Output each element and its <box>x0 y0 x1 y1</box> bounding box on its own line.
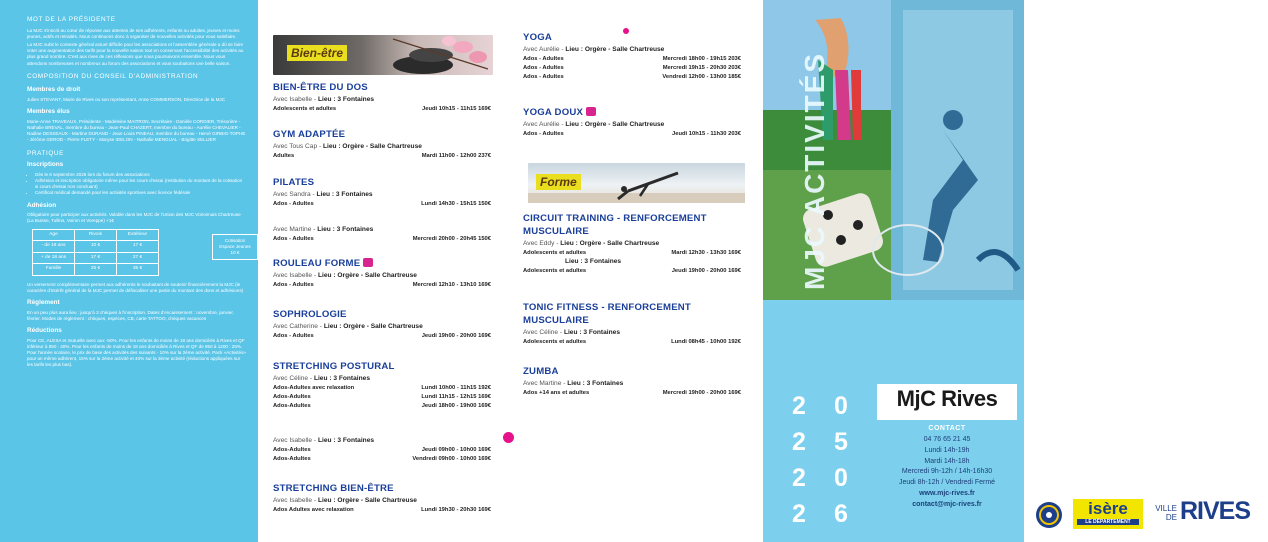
tarif-table <box>32 229 159 276</box>
schedule-row: Adolescents et adultes Jeudi 19h00 - 20h00 169€ <box>523 267 741 274</box>
inscriptions-list <box>27 172 246 197</box>
schedule-row: Ados - Adultes Mercredi 20h00 - 20h45 150€ <box>273 236 491 242</box>
schedule-row: Ados Adultes avec relaxation Lundi 19h30 - 20h30 169€ <box>273 506 491 513</box>
schedule-row: Ados-Adultes avec relaxation Lundi 10h00 - 11h15 192€ <box>273 384 491 391</box>
inscription-item: • Dès le 6 septembre 2025 lors du forum des associations <box>35 172 246 178</box>
ville-de-label: VILLE DE <box>1155 504 1177 522</box>
year-digit: 2 <box>792 464 806 492</box>
activity-title: YOGA <box>523 32 553 43</box>
activity-teacher: Avec Catherine - Lieu : Orgère - Salle Chartreuse <box>273 322 423 330</box>
conseil-title: COMPOSITION DU CONSEIL D'ADMINISTRATION <box>27 72 199 80</box>
tarif-cell: + de 18 ans <box>33 252 75 263</box>
activity-gym-adaptee <box>273 129 491 159</box>
activity-stretching-postural-2 <box>273 436 491 462</box>
activity-title: SOPHROLOGIE <box>273 309 347 320</box>
cotisation-value: 10 € <box>230 250 240 256</box>
tarif-cell: Famille <box>33 264 75 275</box>
bien-etre-tag: Bien-être <box>287 45 347 61</box>
mot-text-1: La MJC s'inscrit au cœur de réponse aux attentes de ses adhérents, enfants ou adultes, jeunes et moins jeunes, actifs et retraités. Nous continuons donc à organiser de nouvelles activités pour vous satisfaire. <box>27 27 240 39</box>
contact-hours: Lundi 14h-19h <box>924 446 970 454</box>
reglement-text: En un peu plus aura lieu : jusqu'à 3 chèques à l'inscription. Dates d'encaissement : novembre, janvier, février. Modes de règlement : chèques, espèces, CB, carte TATTOO, chèques vacances <box>27 309 234 321</box>
cotisation-label: Cotisation Espace Jeunes <box>219 237 251 249</box>
activity-bien-etre-dos <box>273 82 491 112</box>
contact-phone: 04 76 65 21 45 <box>923 435 971 443</box>
schedule-row: Adultes Mardi 11h00 - 12h00 237€ <box>273 152 491 159</box>
activity-teacher: Avec Céline - Lieu : 3 Fontaines <box>523 328 620 336</box>
schedule-row: Ados - Adultes Mercredi 12h10 - 13h10 169€ <box>273 281 491 288</box>
cover-title: MJC ACTIVITÉS <box>799 51 830 290</box>
elus-text: Marie-Anne TRAVEAUX, Présidente - Madeleine MAITRON, Secrétaire - Danièle CORDIER, Trésorière - Nathalie BREVAL, membre du bureau - Jean-Paul CHAZERT, membre du bureau - Aurélie CHEVALIER - Nadine DESSEAUX - Martine DURAND - Jean-Louis PINEAU, membre du bureau - Hervé GIRBIG-TOPHE - Jérôme GEROD - Pierre FLETY - Maryse IDELON - Nathalie MENGUAL - Brigitte SELLIER <box>27 118 246 143</box>
activity-teacher: Avec Isabelle - Lieu : Orgère - Salle Chartreuse <box>273 271 417 279</box>
mot-title: MOT DE LA PRÉSIDENTE <box>27 16 116 23</box>
activity-teacher: Avec Martine - Lieu : 3 Fontaines <box>523 379 624 387</box>
thumbs-up-icon <box>363 258 373 267</box>
activity-place: Lieu : 3 Fontaines <box>565 257 622 265</box>
year-digit: 5 <box>834 428 848 456</box>
thumbs-up-icon <box>586 107 596 116</box>
activity-title: YOGA DOUX <box>523 107 741 120</box>
activity-title: TONIC FITNESS - RENFORCEMENT MUSCULAIRE <box>523 302 691 326</box>
schedule-row: Ados - Adultes Jeudi 10h15 - 11h30 203€ <box>523 130 741 137</box>
tarif-cell: 35 € <box>117 264 159 275</box>
bien-etre-banner <box>273 35 493 75</box>
activity-rouleau-forme <box>273 258 491 288</box>
activity-sophrologie <box>273 309 491 339</box>
schedule-row: Ados-Adultes Vendredi 09h00 - 10h00 169€ <box>273 456 491 462</box>
year-digit: 2 <box>792 428 806 456</box>
isere-logo: isère LE DÉPARTEMENT <box>1073 499 1143 529</box>
schedule-row: Ados-Adultes Jeudi 09h00 - 10h00 169€ <box>273 447 491 453</box>
year-digit: 0 <box>834 464 848 492</box>
activity-stretching-bien-etre <box>273 483 491 513</box>
tarif-cell: 17 € <box>75 252 117 263</box>
info-panel <box>0 0 258 542</box>
activity-tonic-fitness <box>523 302 741 345</box>
schedule-row: Ados - Adultes Lundi 14h30 - 15h15 150€ <box>273 200 491 207</box>
inscription-item: • Adhésion et inscription obligatoire même pour les cours d'essai (restitution du montant de la cotisation si cours d'essai non concluant) <box>35 178 246 190</box>
contact-email[interactable]: contact@mjc-rives.fr <box>912 500 982 508</box>
tarif-header: Rivois <box>75 229 117 240</box>
activity-teacher: Avec Isabelle - Lieu : Orgère - Salle Chartreuse <box>273 496 417 504</box>
activity-title: STRETCHING POSTURAL <box>273 361 395 372</box>
activity-title: ZUMBA <box>523 366 559 377</box>
activity-yoga-doux <box>523 107 741 137</box>
adhesion-text: Obligatoire pour participer aux activités. Valable dans les MJC de l'Union des MJC Voironnais Chartreuse (La Buisse, Tullins, Voiron et Voreppe) +1€ <box>27 212 241 224</box>
partner-logos <box>1033 495 1268 533</box>
activity-teacher: Avec Isabelle - Lieu : 3 Fontaines <box>273 95 375 103</box>
contact-block <box>877 424 1017 511</box>
activity-pilates <box>273 177 491 207</box>
contact-website[interactable]: www.mjc-rives.fr <box>919 490 975 498</box>
activity-zumba <box>523 366 741 396</box>
activity-yoga <box>523 32 741 80</box>
year-digit: 2 <box>792 392 806 420</box>
activity-teacher: Avec Aurélie - Lieu : Orgère - Salle Chartreuse <box>523 45 665 53</box>
forme-tag: Forme <box>536 174 581 190</box>
inscription-item: • Certificat médical demandé pour les activités sportives avec licence fédérale <box>35 190 246 196</box>
activity-title: GYM ADAPTÉE <box>273 129 346 140</box>
droit-title: Membres de droit <box>27 86 81 94</box>
schedule-row: Adolescents et adultes Jeudi 10h15 - 11h15 169€ <box>273 105 491 112</box>
tarif-header: Extérieur <box>117 229 159 240</box>
year-digit: 6 <box>834 500 848 528</box>
mjc-logo: MjC Rives <box>877 384 1017 420</box>
reductions-text: Pour CE, ALESA et mutuelle avec aux -50%. Pour les enfants de moins de 18 ans domiciliés à Rives et QF inférieur à 850 : 40%. Pour les enfants de moins de 18 ans domiciliés à Rives et QF de 850 à 1200 : 25%. Pour l'année scolaire, le prix de base des activités des suivants - 10% sur la 2ème activité. Pack «Activités» pour un même adhérent, 15% sur la 2ème activité et 40% sur la 3ème activité (réductions appliquées sur les tarifs les plus bas). <box>27 337 246 368</box>
activity-pilates-2 <box>273 225 491 242</box>
schedule-row: Ados - Adultes Mercredi 19h15 - 20h30 203€ <box>523 64 741 71</box>
schedule-row: Ados +14 ans et adultes Mercredi 19h00 - 20h00 169€ <box>523 389 741 396</box>
activity-teacher: Avec Eddy - Lieu : Orgère - Salle Chartreuse <box>523 239 660 247</box>
decorative-dot <box>503 432 514 443</box>
contact-title: CONTACT <box>928 425 966 432</box>
schedule-row: Ados - Adultes Mercredi 18h00 - 19h15 203€ <box>523 55 741 62</box>
contact-hours: Mardi 14h-18h <box>924 457 970 465</box>
activity-circuit-training <box>523 213 741 274</box>
schedule-row: Adolescents et adultes Mardi 12h30 - 13h30 169€ <box>523 249 741 256</box>
federation-logo <box>1035 501 1063 529</box>
activity-title: ROULEAU FORME <box>273 258 491 271</box>
contact-hours: Mercredi 9h-12h / 14h-16h30 <box>901 468 993 476</box>
activity-teacher: Avec Tous Cap - Lieu : Orgère - Salle Chartreuse <box>273 142 422 150</box>
schedule-row: Ados-Adultes Jeudi 18h00 - 19h00 169€ <box>273 402 491 409</box>
activity-teacher: Avec Sandra - Lieu : 3 Fontaines <box>273 190 373 198</box>
adhesion-title: Adhésion <box>27 201 57 209</box>
activity-teacher: Avec Aurélie - Lieu : Orgère - Salle Chartreuse <box>523 120 665 128</box>
activity-teacher: Avec Céline - Lieu : 3 Fontaines <box>273 374 370 382</box>
activity-title: CIRCUIT TRAINING - RENFORCEMENT MUSCULAIRE <box>523 213 707 237</box>
elus-title: Membres élus <box>27 108 70 116</box>
reglement-title: Règlement <box>27 298 60 306</box>
reductions-title: Réductions <box>27 326 62 334</box>
schedule-row: Ados - Adultes Vendredi 12h00 - 13h00 185€ <box>523 73 741 80</box>
contact-hours: Jeudi 8h-12h / Vendredi Fermé <box>898 479 996 487</box>
mot-text-2: La MJC subit le contexte général actuel difficile pour les associations et l'assemblée générale a dû se faire voter une augmentation des tarifs pour la nouvelle saison tout en conservant l'accessibilité des activités au plus grand nombre. C'est aux rives de ces réflexions que nous poursuivons ensemble. Nous vous attendons nombreuses et nombreux au forum des associations et vous souhaitons une belle saison. <box>27 42 244 66</box>
pratique-title: PRATIQUE <box>27 149 64 157</box>
droit-text: Julien STEVANT, Maire de Rives ou son représentant, Anne COMMERSON, Directrice de la MJC <box>27 97 226 103</box>
schedule-row: Ados-Adultes Lundi 11h15 - 12h15 169€ <box>273 393 491 400</box>
tarif-cell: 10 € <box>75 241 117 252</box>
schedule-row: Ados - Adultes Jeudi 19h00 - 20h00 169€ <box>273 332 491 339</box>
tarif-block <box>27 229 251 276</box>
tarif-cell: - de 18 ans <box>33 241 75 252</box>
forme-banner <box>528 163 745 203</box>
tarif-cell: 25 € <box>75 264 117 275</box>
tarif-header: Age <box>33 229 75 240</box>
year-digit: 2 <box>792 500 806 528</box>
activity-title: STRETCHING BIEN-ÊTRE <box>273 483 394 494</box>
activities-column-1 <box>258 0 508 542</box>
cotisation-box <box>212 234 258 261</box>
activity-teacher: Avec Isabelle - Lieu : 3 Fontaines <box>273 437 375 444</box>
activity-teacher: Avec Martine - Lieu : 3 Fontaines <box>273 226 374 233</box>
activity-stretching-postural <box>273 361 491 409</box>
tarif-cell: 27 € <box>117 252 159 263</box>
inscriptions-title: Inscriptions <box>27 161 64 169</box>
adhesion-note: Un versement complémentaire permet aux adhérents le souhaitant de soutenir financièrement la MJC (le caractère d'intérêt général de la MJC permet de défiscaliser une partie du montant des dons et adhésions) <box>27 281 244 293</box>
activity-title: BIEN-ÊTRE DU DOS <box>273 82 368 93</box>
year-digit: 0 <box>834 392 848 420</box>
rives-logo: RIVES <box>1180 497 1251 525</box>
activity-title: PILATES <box>273 177 315 188</box>
tarif-cell: 17 € <box>117 241 159 252</box>
schedule-row: Adolescents et adultes Lundi 08h45 - 10h00 192€ <box>523 338 741 345</box>
